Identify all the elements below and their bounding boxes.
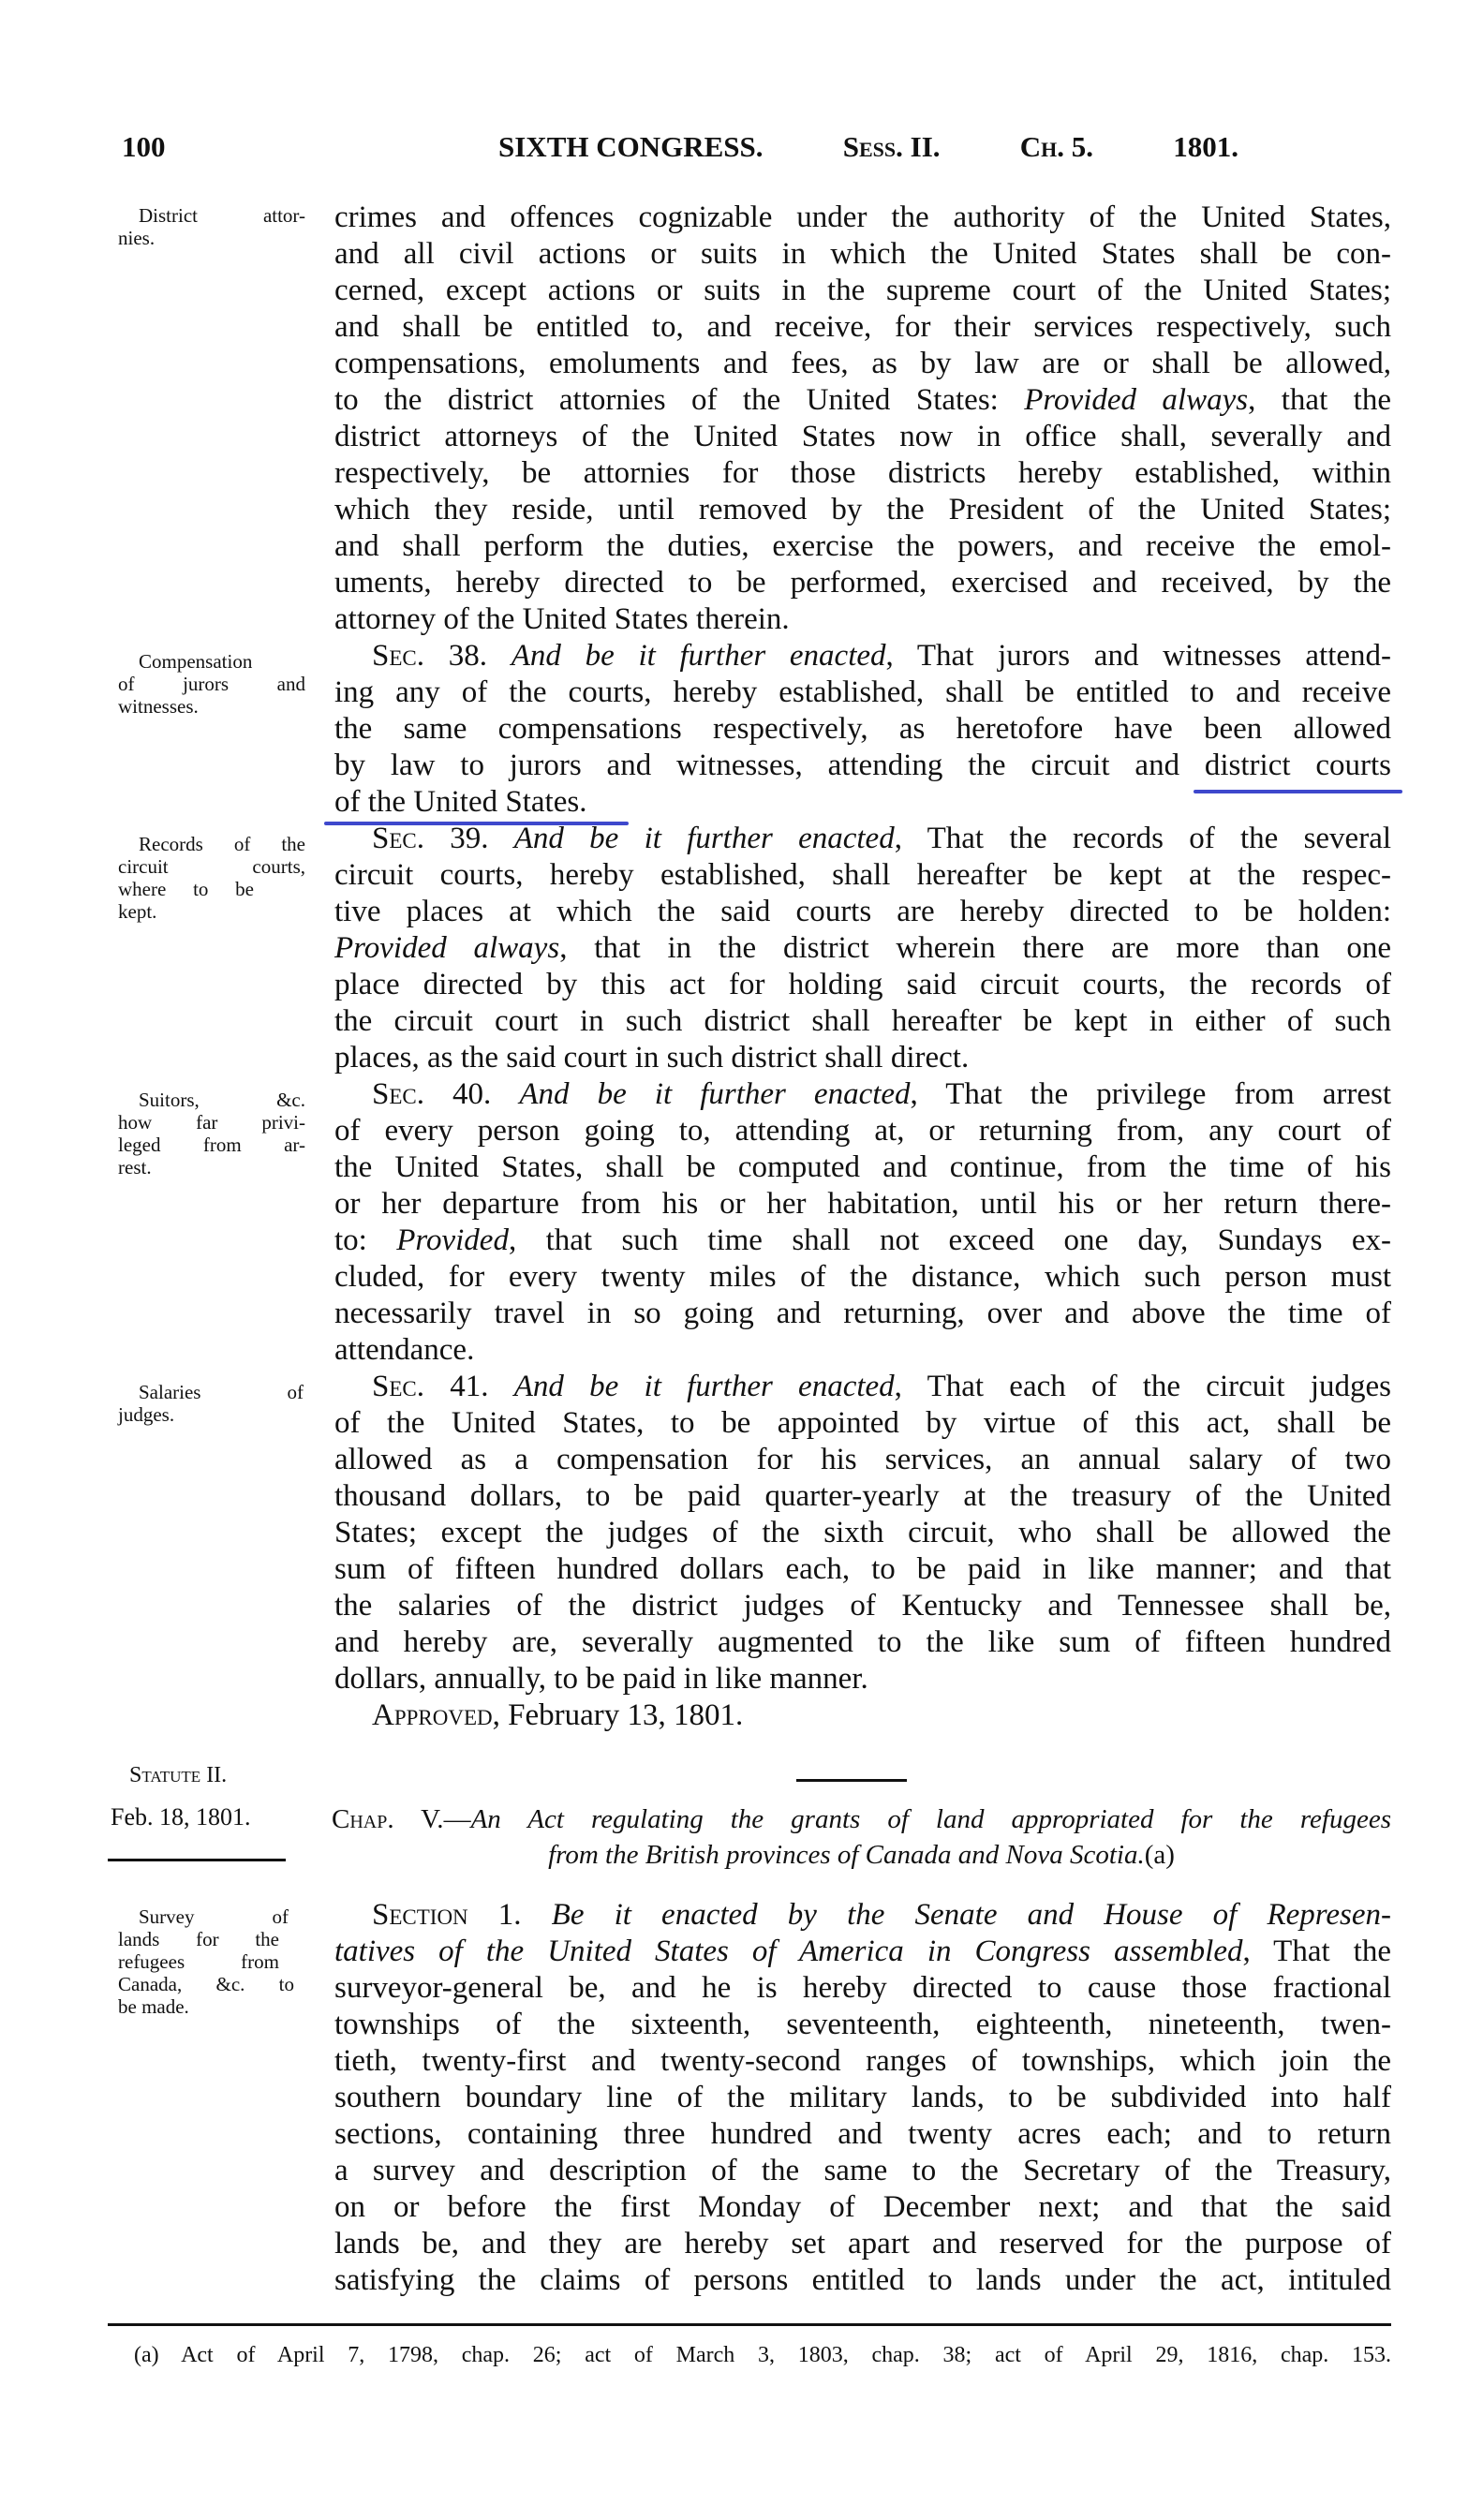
footnote: (a) Act of April 7, 1798, chap. 26; act of March 3, 1803, chap. 38; act of April 29, 1816, chap. 153. <box>134 2343 1391 2367</box>
margin-note-suitors: Suitors, &c. how far privi- leged from ar- rest. <box>118 1089 305 1178</box>
section-40-heading: Sec. 40. And be it further enacted, That the privilege from arrest <box>372 1077 1392 1111</box>
statute-label: Statute II. <box>129 1763 228 1787</box>
header-congress: SIXTH CONGRESS. <box>498 130 764 163</box>
section-1-heading: Section 1. Be it enacted by the Senate and House of Represen- <box>372 1898 1391 1932</box>
highlight-underline-district-courts <box>1194 790 1402 793</box>
footnote-rule <box>108 2323 1391 2326</box>
margin-note-salaries: Salaries of judges. <box>118 1381 304 1426</box>
margin-note-district-attorneys: District attor- nies. <box>118 204 305 249</box>
section-41-heading: Sec. 41. And be it further enacted, That each of the circuit judges <box>372 1370 1391 1403</box>
section-divider <box>796 1779 907 1782</box>
header-year: 1801. <box>1173 130 1238 163</box>
margin-note-records: Records of the circuit courts, where to be kept. <box>118 833 305 923</box>
header-chapter: Ch. 5. <box>1019 130 1094 163</box>
header-session: Sess. II. <box>842 130 941 163</box>
proviso-line: Provided always, that in the district wherein there are more than one <box>334 931 1392 965</box>
statute-page: 100 SIXTH CONGRESS. Sess. II. Ch. 5. 1801. District attor- nies. crimes and offences cognizable under the authority of the United States, and all civil actions or suits in which the United States shall be con- cerned, except actions or suits in the supreme court of the United States; and shall be entitled to, and receive, for their services respectively, such compensations, emoluments and fees, as by law are or shall be allowed, to the district attornies of the United States: Provided always, that the district attorneys of the United States now in office shall, severally and respectively, be attornies for those districts hereby established, within which they reside, until removed by the President of the United States; and shall perform the duties, exercise the powers, and receive the emol- uments, hereby directed to be performed, exercised and received, by the attorney of the United States therein. Compensation of jurors and witnesses. Sec. 38. And be it further enacted, That jurors and witnesses attend- ing any of the courts, hereby established, shall be entitled to and receive the same compensations respectively, as heretofore have been allowed by law to jurors and witnesses, attending the circuit and district courts of the United States. Records of the circuit courts, where to be kept. Sec. 39. And be it further enacted, That the records of the several circuit courts, hereby established, shall hereafter be kept at the respec- tive places at which the said courts are hereby directed to be holden: Provided always, that in the district wherein there are more than one place directed by this act for holding said circuit courts, the records of the circuit court in such district shall hereafter be kept in either of such places, as the said court in such district shall direct. Suitors, &c. how far privi- leged from ar- rest. Sec. 40. And be it further enacted, That the privilege from arrest of every person going to, attending at, or returning from, any court of the United States, shall be computed and continue, from the time of his or her departure from his or her habitation, until his or her return there- to: Provided, that such time shall not exceed one day, Sundays ex- cluded, for every twenty miles of the distance, which such person must necessarily travel in so going and returning, over and above the time of attendance. Salaries of judges. Sec. 41. And be it further enacted, That each of the circuit judges of the United States, to be appointed by virtue of this act, shall be allowed as a compensation for his services, an annual salary of two thousand dollars, to be paid quarter-yearly at the treasury of the United States; except the judges of the sixth circuit, who shall be allowed the sum of fifteen hundred dollars each, to be paid in like manner; and that the salaries of the district judges of Kentucky and Tennessee shall be, and hereby are, severally augmented to the like sum of fifteen hundred dollars, annually, to be paid in like manner. Approved, February 13, 1801. Statute II. Feb. 18, 1801. Chap. V.—An Act regulating the grants of land appropriated for the refugees from the British provinces of Canada and Nova Scotia.(a) Survey of lands for the refugees from Canada, &c. to be made. Section 1. Be it enacted by the Senate and House of Represen- tatives of the United States of America in Congress assembled, That the surveyor-general be, and he is hereby directed to cause those fractional townships of the sixteenth, seventeenth, eighteenth, nineteenth, twen- tieth, twenty-first and twenty-second ranges of townships, which join the southern boundary line of the military lands, to be subdivided into half sections, containing three hundred and twenty acres each; and to return a survey and description of the same to the Secretary of the Treasury, on or before the first Monday of December next; and that the said lands be, and they are hereby set apart and reserved for the purpose of satisfying the claims of persons entitled to lands under the act, intituled (a) Act of April 7, 1798, chap. 26; act of March 3, 1803, chap. 38; act of April 29, 1816, chap. 153. <box>0 0 1468 2520</box>
running-header <box>498 131 1238 163</box>
section-38-heading: Sec. 38. And be it further enacted, That jurors and witnesses attend- <box>372 639 1392 673</box>
chapter-5-title: Chap. V.—An Act regulating the grants of land appropriated for the refugees from the British provinces of Canada and Nova Scotia.(a) <box>332 1804 1391 1870</box>
margin-note-compensation: Compensation of jurors and witnesses. <box>118 650 305 718</box>
margin-note-survey: Survey of lands for the refugees from Canada, &c. to be made. <box>118 1905 294 2018</box>
date-underline <box>108 1859 286 1861</box>
proviso-line: to: Provided, that such time shall not exceed one day, Sundays ex- <box>334 1223 1391 1257</box>
footnote-marker: (a) <box>134 2343 159 2367</box>
approved-line: Approved, February 13, 1801. <box>372 1698 744 1732</box>
act-date: Feb. 18, 1801. <box>111 1803 251 1831</box>
proviso-line: to the district attornies of the United States: Provided always, that the <box>334 383 1391 417</box>
page-number: 100 <box>122 130 166 163</box>
section-39-heading: Sec. 39. And be it further enacted, That the records of the several <box>372 822 1392 855</box>
